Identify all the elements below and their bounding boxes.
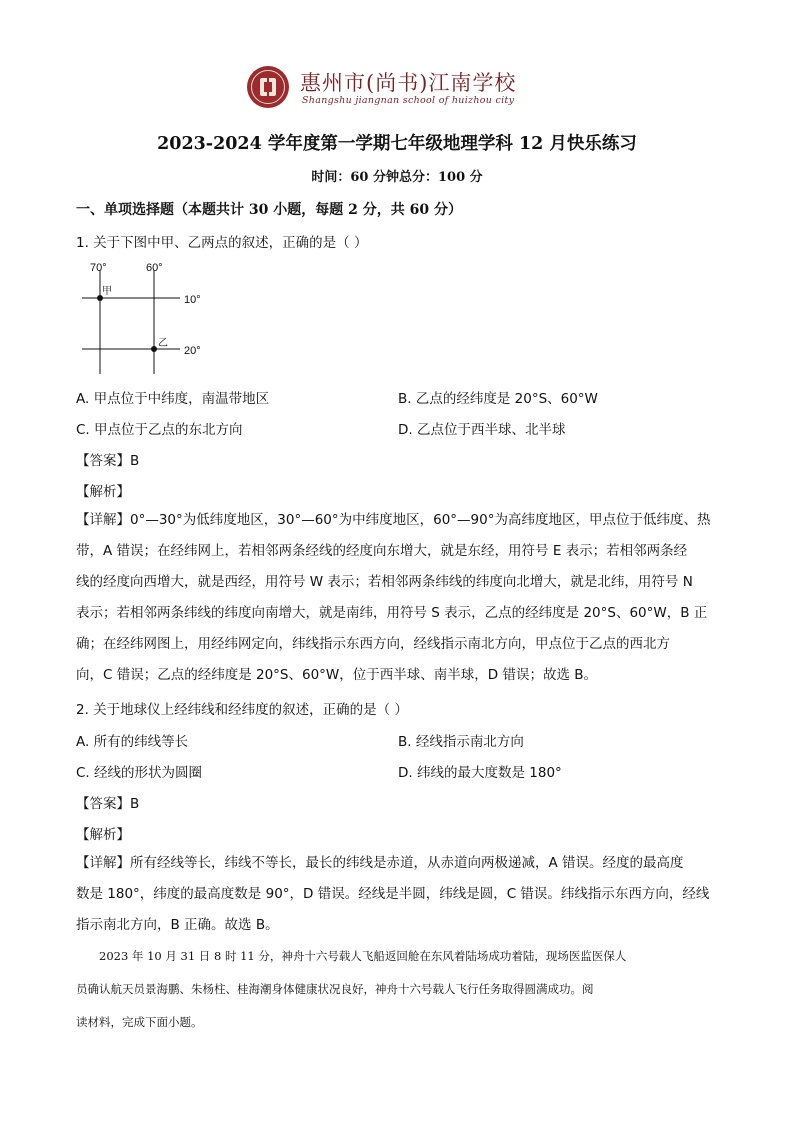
point-yi [151, 346, 157, 352]
q1-answer: 【答案】B [76, 453, 140, 469]
q2-detail [76, 848, 716, 941]
school-header [246, 63, 556, 113]
reading-material [76, 940, 726, 1039]
q1-option-b: B. 乙点的经纬度是 20°S、60°W [398, 391, 598, 407]
material-line: 员确认航天员景海鹏、朱杨柱、桂海潮身体健康状况良好，神舟十六号载人飞行任务取得圆满成功。阅 [76, 982, 594, 996]
point-jia-label: 甲 [102, 286, 112, 297]
q1-detail-line: 表示；若相邻两条纬线的纬度向南增大，就是南纬，用符号 S 表示，乙点的经纬度是 20°S、60°W，B 正 [76, 605, 708, 621]
q2-option-c: C. 经线的形状为圆圈 [76, 765, 203, 781]
question-1-stem: 1. 关于下图中甲、乙两点的叙述，正确的是（ ） [76, 235, 368, 251]
q1-option-a: A. 甲点位于中纬度，南温带地区 [76, 391, 270, 407]
lat-bottom-label: 20° [184, 345, 201, 357]
lat-top-label: 10° [184, 294, 201, 306]
lat-lon-grid-figure [76, 256, 226, 376]
point-yi-label: 乙 [158, 338, 168, 349]
q2-detail-line: 数是 180°，纬度的最高度数是 90°，D 错误。经线是半圆，纬线是圆，C 错误。纬线指示东西方向，经线 [76, 886, 710, 902]
school-name-cn: 惠州市(尚书)江南学校 [300, 71, 517, 95]
question-2-stem: 2. 关于地球仪上经纬线和经纬度的叙述，正确的是（ ） [76, 702, 408, 718]
q1-analysis-heading: 【解析】 [76, 484, 130, 500]
section-heading: 一、单项选择题（本题共计 30 小题，每题 2 分，共 60 分） [76, 202, 462, 218]
q2-answer: 【答案】B [76, 796, 140, 812]
q2-option-a: A. 所有的纬线等长 [76, 734, 189, 750]
material-line: 2023 年 10 月 31 日 8 时 11 分，神舟十六号载人飞船返回舱在东风着陆场成功着陆，现场医监医保人 [76, 949, 627, 963]
school-name-en: Shangshu jiangnan school of huizhou city [302, 95, 515, 106]
lon-left-label: 70° [90, 262, 107, 274]
q1-option-d: D. 乙点位于西半球、北半球 [398, 422, 566, 438]
q1-detail-line: 向，C 错误；乙点的经纬度是 20°S、60°W，位于西半球、南半球，D 错误；故选 B。 [76, 667, 598, 683]
lon-right-label: 60° [146, 262, 163, 274]
q2-option-d: D. 纬线的最大度数是 180° [398, 765, 562, 781]
q2-analysis-heading: 【解析】 [76, 827, 130, 843]
exam-subtitle: 时间：60 分钟总分：100 分 [311, 170, 483, 185]
q2-detail-line: 指示南北方向，B 正确。故选 B。 [76, 917, 279, 933]
q1-detail-line: 带，A 错误；在经纬网上，若相邻两条经线的经度向东增大，就是东经，用符号 E 表示；若相邻两条经 [76, 543, 688, 559]
material-line: 读材料，完成下面小题。 [76, 1015, 203, 1029]
q1-detail [76, 505, 716, 691]
q1-option-c: C. 甲点位于乙点的东北方向 [76, 422, 243, 438]
q2-detail-line: 【详解】所有经线等长，纬线不等长，最长的纬线是赤道，从赤道向两极递减，A 错误。经度的最高度 [76, 855, 684, 871]
q1-detail-line: 线的经度向西增大，就是西经，用符号 W 表示；若相邻两条纬线的纬度向北增大，就是北纬，用符号 N [76, 574, 693, 590]
q1-detail-line: 【详解】0°—30°为低纬度地区，30°—60°为中纬度地区，60°—90°为高纬度地区，甲点位于低纬度、热 [76, 512, 711, 528]
school-logo [246, 65, 290, 109]
q1-detail-line: 确；在经纬网图上，用经纬网定向，纬线指示东西方向，经线指示南北方向，甲点位于乙点的西北方 [76, 636, 670, 652]
q2-option-b: B. 经线指示南北方向 [398, 734, 524, 750]
exam-title: 2023-2024 学年度第一学期七年级地理学科 12 月快乐练习 [157, 134, 637, 154]
